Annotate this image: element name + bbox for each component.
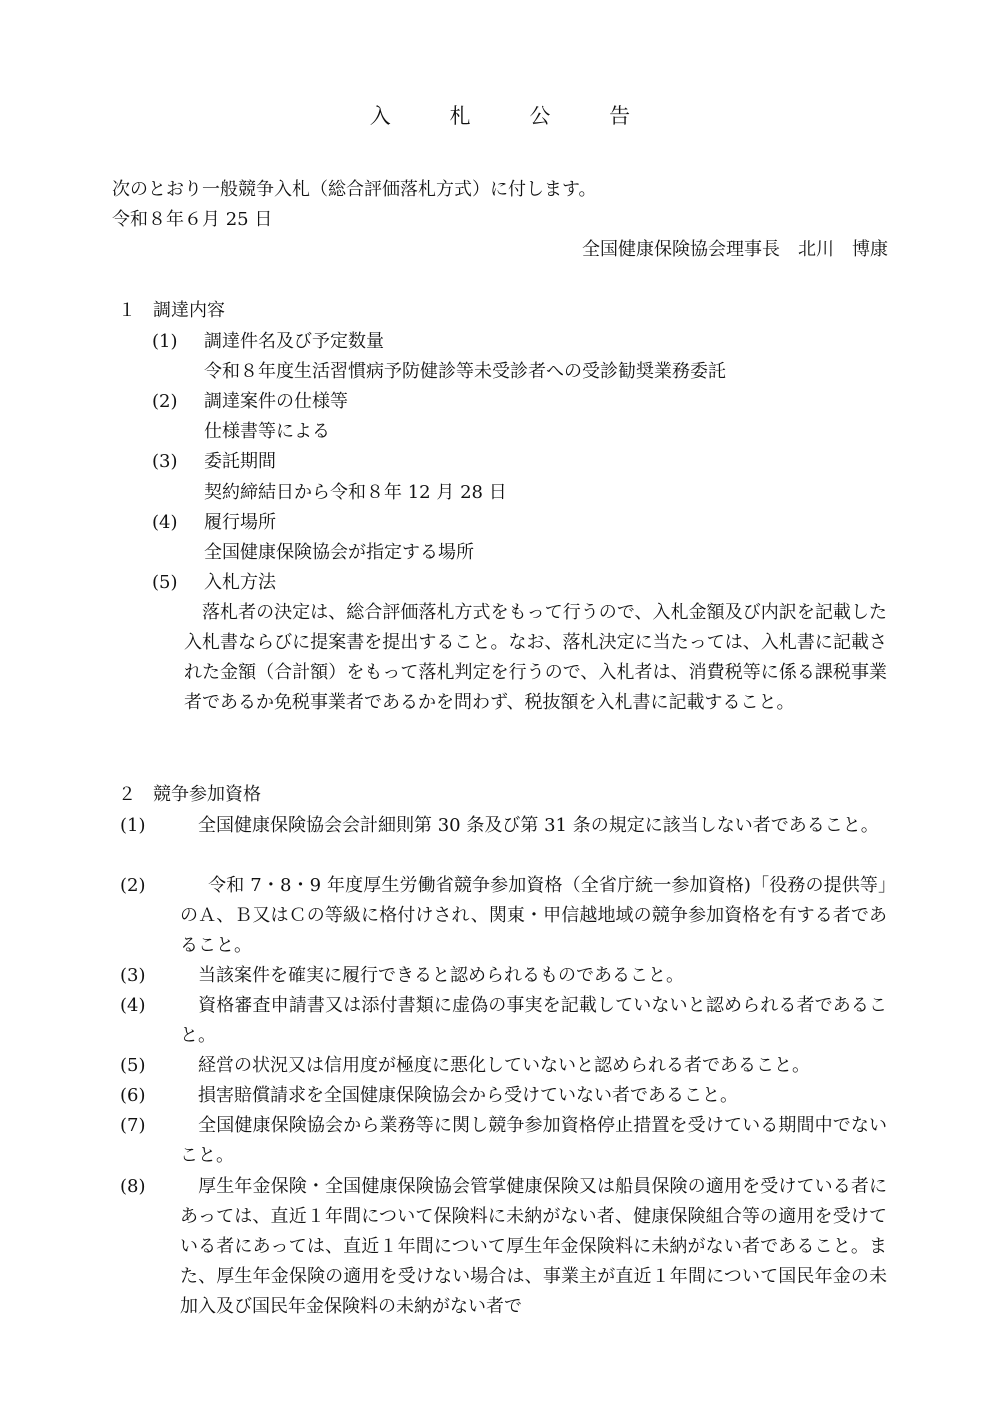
item-body: 全国健康保険協会が指定する場所 [204, 542, 474, 563]
list-item [120, 1172, 887, 1322]
item-body: 令和８年度生活習慣病予防健診等未受診者への受診勧奨業務委託 [204, 361, 726, 382]
item-text: 当該案件を確実に履行できると認められるものであること。 [198, 965, 684, 986]
list-item [120, 1081, 887, 1111]
item-label: 委託期間 [204, 451, 276, 472]
item-number: (3) [152, 451, 178, 472]
section-1-number: １ [118, 300, 136, 321]
item-number: (3) [120, 965, 146, 986]
item-number: (1) [120, 815, 146, 836]
item-number: (1) [152, 331, 178, 352]
item-number: (4) [152, 512, 178, 533]
item-label: 入札方法 [204, 572, 276, 593]
item-number: (4) [120, 995, 146, 1016]
item-label: 履行場所 [204, 512, 276, 533]
item-body: 仕様書等による [204, 421, 330, 442]
list-item [120, 871, 887, 961]
section-1-heading: 調達内容 [153, 300, 225, 321]
item-text: 厚生年金保険・全国健康保険協会管掌健康保険又は船員保険の適用を受けている者にあっては、直近１年間について保険料に未納がない者、健康保険組合等の適用を受けている者にあっては、直近１年間について厚生年金保険料に未納がない者であること。また、厚生年金保険の適用を受けない場合は、事業主が直近１年間について国民年金の未加入及び国民年金保険料の未納がない者で [180, 1176, 887, 1317]
section-2-number: ２ [118, 784, 136, 805]
page-title: 入 札 公 告 [369, 104, 650, 128]
list-item [120, 1051, 887, 1081]
item-number: (5) [152, 572, 178, 593]
item-number: (8) [120, 1176, 146, 1197]
item-body: 落札者の決定は、総合評価落札方式をもって行うので、入札金額及び内訳を記載した入札書ならびに提案書を提出すること。なお、落札決定に当たっては、入札書に記載された金額（合計額）をもって落札判定を行うので、入札者は、消費税等に係る課税事業者であるか免税事業者であるかを問わず、税抜額を入札書に記載すること。 [184, 602, 887, 713]
list-item [120, 811, 887, 841]
item-body: 契約締結日から令和８年 12 月 28 日 [204, 482, 507, 503]
item-label: 調達件名及び予定数量 [204, 331, 384, 352]
item-text: 資格審査申請書又は添付書類に虚偽の事実を記載していないと認められる者であること。 [180, 995, 887, 1046]
list-item [120, 961, 887, 991]
item-text: 令和 7・8・9 年度厚生労働省競争参加資格（全省庁統一参加資格)「役務の提供等」のＡ、Ｂ又はＣの等級に格付けされ、関東・甲信越地域の競争参加資格を有する者であること。 [180, 875, 887, 956]
item-number: (2) [120, 875, 146, 896]
section-2-heading: 競争参加資格 [153, 784, 261, 805]
item-number: (7) [120, 1115, 146, 1136]
notice-date: 令和８年６月 25 日 [112, 209, 273, 230]
item-text: 損害賠償請求を全国健康保険協会から受けていない者であること。 [198, 1085, 738, 1106]
item-number: (6) [120, 1085, 146, 1106]
item-number: (2) [152, 391, 178, 412]
item-text: 全国健康保険協会から業務等に関し競争参加資格停止措置を受けている期間中でないこと。 [180, 1115, 887, 1166]
list-item [120, 1111, 887, 1171]
list-item [120, 991, 887, 1051]
item-text: 経営の状況又は信用度が極度に悪化していないと認められる者であること。 [198, 1055, 810, 1076]
item-number: (5) [120, 1055, 146, 1076]
issuer-name: 全国健康保険協会理事長 北川 博康 [582, 239, 888, 260]
intro-text: 次のとおり一般競争入札（総合評価落札方式）に付します。 [112, 179, 597, 200]
item-label: 調達案件の仕様等 [204, 391, 348, 412]
item-text: 全国健康保険協会会計細則第 30 条及び第 31 条の規定に該当しない者であること。 [198, 815, 879, 836]
